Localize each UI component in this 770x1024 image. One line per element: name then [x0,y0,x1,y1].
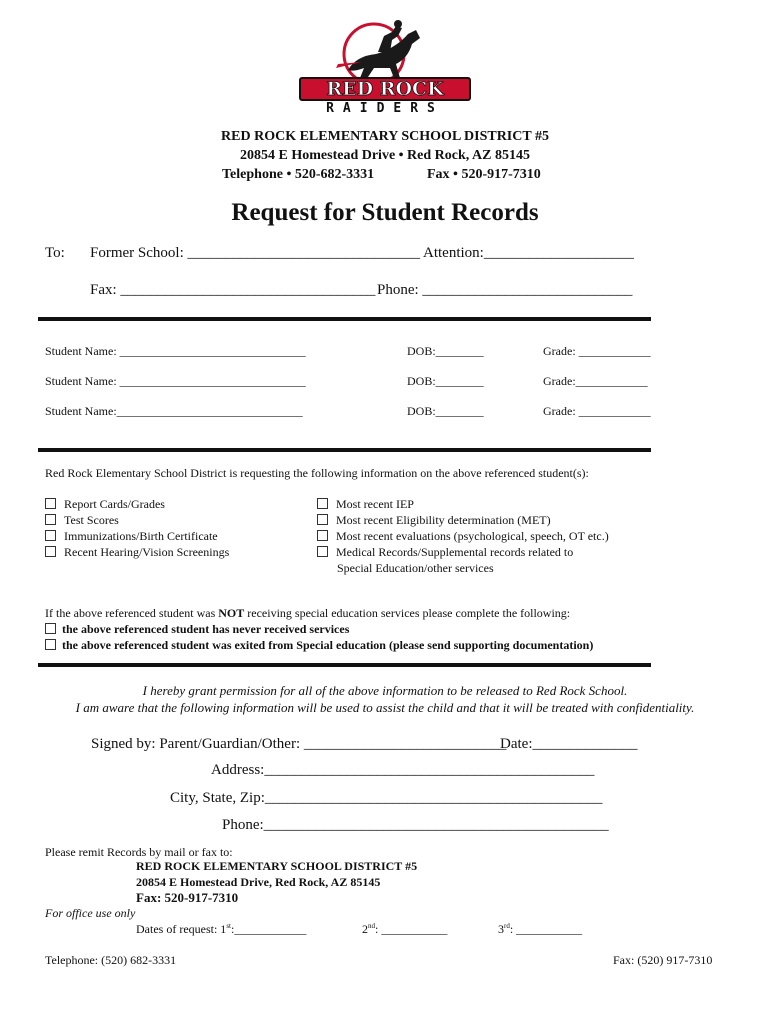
attention-field[interactable]: Attention:____________________ [423,245,634,261]
option-evaluations[interactable] [317,529,609,544]
remit-district: RED ROCK ELEMENTARY SCHOOL DISTRICT #5 [136,859,418,873]
request-date-2[interactable] [362,922,447,937]
school-logo [296,18,474,114]
remit-label: Please remit Records by mail or fax to: [45,845,233,859]
option-label: Immunizations/Birth Certificate [64,529,218,543]
student-name-field-2[interactable]: Student Name: _______________________________ [45,374,306,388]
logo-line1: RED ROCK [326,78,444,100]
ordinal-number: 2 [362,922,368,936]
date-blank: : ___________ [509,922,583,936]
option-report-cards[interactable] [45,497,165,512]
option-medical-records-cont: Special Education/other services [337,561,494,575]
checkbox[interactable] [45,639,56,650]
checkbox[interactable] [317,546,328,557]
address-field[interactable]: Address:____________________________________________ [211,762,595,778]
option-medical-records[interactable] [317,545,573,560]
district-address: 20854 E Homestead Drive • Red Rock, AZ 85145 [240,148,530,163]
option-hearing-vision[interactable] [45,545,229,560]
student-dob-field-1[interactable]: DOB:________ [407,344,484,358]
option-label: the above referenced student was exited from Special education (please send supporting documentation) [62,638,594,652]
checkbox[interactable] [45,530,56,541]
city-state-zip-field[interactable]: City, State, Zip:_____________________________________________ [170,790,603,806]
option-label: Most recent IEP [336,497,414,511]
request-intro: Red Rock Elementary School District is requesting the following information on the above referenced student(s): [45,466,589,480]
student-dob-field-3[interactable]: DOB:________ [407,404,484,418]
date-field[interactable]: Date:______________ [500,736,638,752]
district-name: RED ROCK ELEMENTARY SCHOOL DISTRICT #5 [221,129,549,144]
option-label: Test Scores [64,513,119,527]
phone-field[interactable]: Phone:______________________________________________ [222,817,609,833]
option-label: Medical Records/Supplemental records related to [336,545,574,559]
student-grade-field-2[interactable]: Grade:____________ [543,374,648,388]
special-ed-not: NOT [218,606,245,620]
dates-label: Dates of request: 1 [136,922,227,936]
permission-line-2: I am aware that the following information will be used to assist the child and that it will be treated with confidentiality. [75,700,695,715]
request-date-1[interactable] [136,922,306,937]
office-use-label: For office use only [45,906,136,920]
ordinal-suffix: rd [504,922,510,930]
signed-by-field[interactable]: Signed by: Parent/Guardian/Other: ___________________________ [91,736,507,752]
date-blank: : ___________ [375,922,448,936]
district-fax: Fax • 520-917-7310 [427,167,541,182]
option-iep[interactable] [317,497,414,512]
special-ed-option-exited[interactable] [45,638,593,653]
student-grade-field-3[interactable]: Grade: ____________ [543,404,651,418]
special-ed-option-never[interactable] [45,622,349,637]
remit-fax: Fax: 520-917-7310 [136,890,239,905]
checkbox[interactable] [45,546,56,557]
district-telephone: Telephone • 520-682-3331 [222,167,375,182]
ordinal-suffix: nd [368,922,375,930]
divider-3 [38,663,651,667]
permission-line-1: I hereby grant permission for all of the above information to be released to Red Rock School. [142,683,628,698]
footer-fax: Fax: (520) 917-7310 [613,953,713,967]
option-immunizations[interactable] [45,529,218,544]
student-name-field-1[interactable]: Student Name: _______________________________ [45,344,306,358]
to-phone-field[interactable]: Phone: ____________________________ [377,282,633,298]
request-date-3[interactable] [498,922,582,937]
checkbox[interactable] [45,498,56,509]
option-test-scores[interactable] [45,513,119,528]
page-title: Request for Student Records [231,199,539,226]
option-label: the above referenced student has never received services [62,622,350,636]
special-ed-intro-pre: If the above referenced student was [45,606,219,620]
checkbox[interactable] [317,514,328,525]
divider-2 [38,448,651,452]
option-label: Recent Hearing/Vision Screenings [64,545,230,559]
remit-address: 20854 E Homestead Drive, Red Rock, AZ 85145 [136,875,381,889]
checkbox[interactable] [317,498,328,509]
special-ed-intro-post: receiving special education services please complete the following: [244,606,571,620]
checkbox[interactable] [45,623,56,634]
student-grade-field-1[interactable]: Grade: ____________ [543,344,651,358]
checkbox[interactable] [45,514,56,525]
footer-telephone: Telephone: (520) 682-3331 [45,953,177,967]
student-name-field-3[interactable]: Student Name:_______________________________ [45,404,303,418]
ordinal-number: 3 [498,922,504,936]
date-blank: :____________ [230,922,307,936]
checkbox[interactable] [317,530,328,541]
special-ed-intro [45,606,570,621]
option-label: Report Cards/Grades [64,497,165,511]
logo-line2: RAIDERS [326,101,444,114]
option-label: Most recent evaluations (psychological, speech, OT etc.) [336,529,609,543]
former-school-field[interactable]: Former School: _______________________________ [90,245,420,261]
horse-rider-icon [296,18,474,114]
to-label: To: [45,245,65,261]
student-dob-field-2[interactable]: DOB:________ [407,374,484,388]
divider-1 [38,317,651,321]
ordinal-suffix: st [226,922,231,930]
option-label: Most recent Eligibility determination (MET) [336,513,551,527]
to-fax-field[interactable]: Fax: __________________________________ [90,282,376,298]
option-eligibility[interactable] [317,513,551,528]
